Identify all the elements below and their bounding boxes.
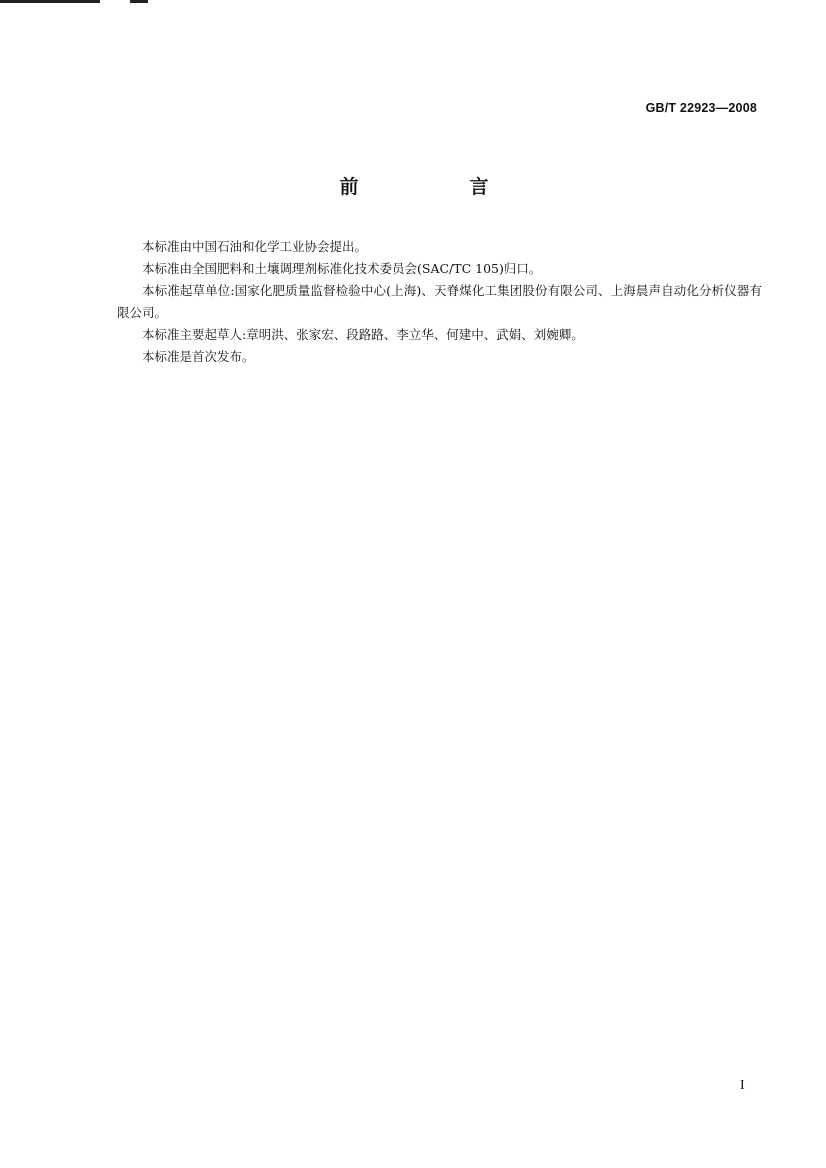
paragraph-proposer: 本标准由中国石油和化学工业协会提出。	[142, 239, 368, 254]
paragraph-first-release: 本标准是首次发布。	[142, 349, 255, 364]
foreword-body	[117, 236, 762, 368]
standard-number: GB/T 22923—2008	[645, 101, 757, 115]
paragraph-drafters: 本标准主要起草人:章明洪、张家宏、段路路、李立华、何建中、武娟、刘婉卿。	[142, 327, 584, 342]
paragraph-drafting-units: 本标准起草单位:国家化肥质量监督检验中心(上海)、天脊煤化工集团股份有限公司、上海晨声自动化分析仪器有限公司。	[117, 283, 762, 320]
scan-edge-mark	[130, 0, 148, 3]
scan-edge-mark	[0, 0, 100, 3]
page-title: 前 言	[339, 176, 535, 198]
paragraph-committee: 本标准由全国肥料和土壤调理剂标准化技术委员会(SAC/TC 105)归口。	[142, 261, 542, 276]
page-number: I	[740, 1078, 745, 1093]
